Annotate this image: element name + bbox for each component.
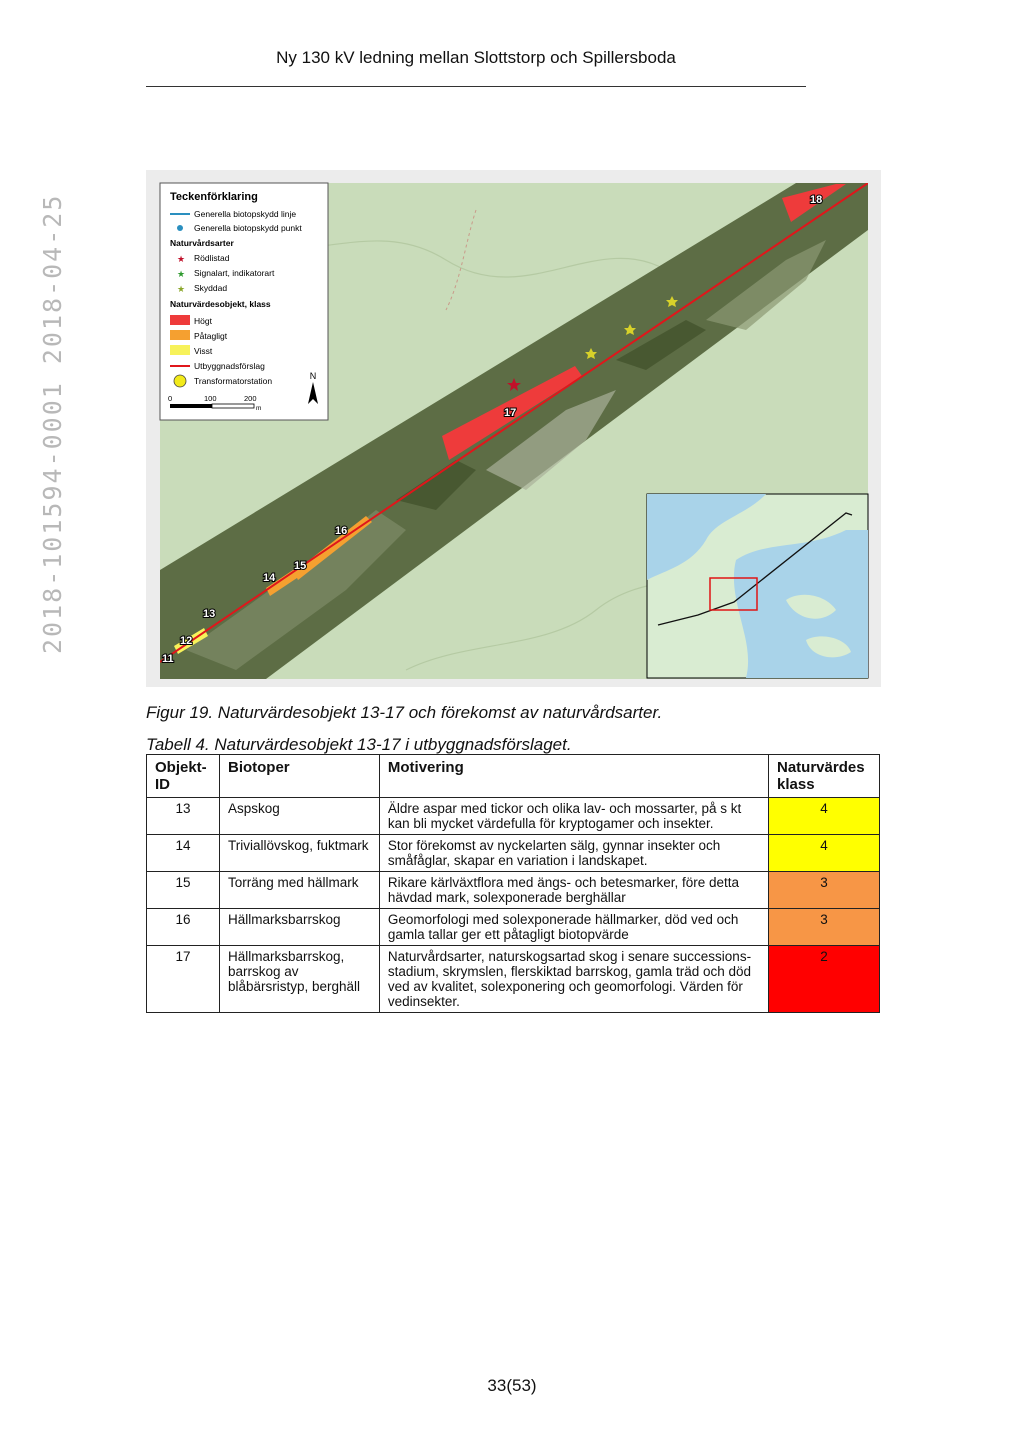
map-label-18: 18 (810, 194, 823, 206)
table-row (147, 872, 880, 909)
legend-item-signalart: Signalart, indikatorart (194, 268, 275, 278)
map-figure (146, 170, 881, 687)
transformator-circle-icon (174, 375, 186, 387)
cell-objekt-id: 17 (147, 946, 220, 1013)
map-label-13: 13 (203, 608, 216, 620)
map-legend (160, 183, 328, 420)
scale-100: 100 (204, 394, 217, 403)
overview-inset-map (647, 494, 868, 678)
north-letter: N (309, 371, 317, 381)
legend-item-skyddad: Skyddad (194, 283, 228, 293)
legend-title: Teckenförklaring (170, 191, 258, 203)
table-row (147, 835, 880, 872)
scale-bar (170, 404, 212, 408)
legend-item-visst: Visst (194, 346, 213, 356)
map-label-11: 11 (162, 653, 174, 665)
table-header-row (147, 755, 880, 798)
naturvardesobjekt-table (146, 754, 880, 1013)
table-row (147, 946, 880, 1013)
side-stamp: 2018-101594-0001 2018-04-25 (38, 193, 67, 654)
legend-heading-arter: Naturvårdsarter (170, 238, 234, 248)
cell-biotoper: Torräng med hällmark (219, 872, 379, 909)
header-rule (146, 86, 806, 87)
cell-motivering: Naturvårdsarter, naturskogsartad skog i senare successions-stadium, skrymslen, flerskiktad barrskog, gamla träd och död ved av kvalitet, solexponering och geomorfologi. Värden för vedinsekter. (379, 946, 768, 1013)
figure-caption: Figur 19. Naturvärdesobjekt 13-17 och förekomst av naturvårdsarter. (146, 703, 663, 722)
skyddad-star-icon: ★ (177, 284, 186, 294)
cell-motivering: Rikare kärlväxtflora med ängs- och betesmarker, före detta hävdad mark, solexponerade berghällar (379, 872, 768, 909)
col-header-klass: Naturvärdes klass (769, 755, 880, 798)
page-number: 33(53) (487, 1376, 537, 1395)
cell-naturvardesklass: 4 (769, 798, 880, 835)
col-header-motivering: Motivering (379, 755, 768, 798)
legend-item-point: Generella biotopskydd punkt (194, 223, 302, 233)
cell-naturvardesklass: 3 (769, 872, 880, 909)
cell-objekt-id: 14 (147, 835, 220, 872)
table-row (147, 798, 880, 835)
map-svg (146, 170, 881, 687)
cell-motivering: Äldre aspar med tickor och olika lav- och mossarter, på s kt kan bli mycket värdefulla för kryptogamer och insekter. (379, 798, 768, 835)
cell-motivering: Geomorfologi med solexponerade hällmarker, död ved och gamla tallar ger ett påtagligt biotopvärde (379, 909, 768, 946)
map-label-15: 15 (294, 560, 307, 572)
col-header-biotoper: Biotoper (219, 755, 379, 798)
legend-item-patagligt: Påtagligt (194, 331, 228, 341)
cell-biotoper: Triviallövskog, fuktmark (219, 835, 379, 872)
page-header-title: Ny 130 kV ledning mellan Slottstorp och Spillersboda (276, 48, 676, 67)
legend-item-utbyggnad: Utbyggnadsförslag (194, 361, 265, 371)
legend-item-transformator: Transformatorstation (194, 376, 273, 386)
map-label-14: 14 (263, 572, 276, 584)
scale-unit: m (256, 405, 262, 412)
cell-naturvardesklass: 4 (769, 835, 880, 872)
legend-item-hogt: Högt (194, 316, 212, 326)
cell-objekt-id: 13 (147, 798, 220, 835)
map-label-17: 17 (504, 407, 517, 419)
cell-naturvardesklass: 3 (769, 909, 880, 946)
table-row (147, 909, 880, 946)
rodlistad-star-icon: ★ (177, 254, 186, 264)
map-label-16: 16 (335, 525, 348, 537)
cell-biotoper: Aspskog (219, 798, 379, 835)
legend-item-line: Generella biotopskydd linje (194, 209, 297, 219)
table-caption: Tabell 4. Naturvärdesobjekt 13-17 i utbyggnadsförslaget. (146, 735, 572, 754)
map-label-12: 12 (180, 635, 193, 647)
cell-biotoper: Hällmarksbarrskog (219, 909, 379, 946)
table-body (147, 798, 880, 1013)
cell-objekt-id: 15 (147, 872, 220, 909)
cell-biotoper: Hällmarksbarrskog, barrskog av blåbärsristyp, berghäll (219, 946, 379, 1013)
legend-item-rodlistad: Rödlistad (194, 253, 230, 263)
scale-0: 0 (168, 394, 173, 403)
scale-200: 200 (244, 394, 257, 403)
cell-objekt-id: 16 (147, 909, 220, 946)
cell-naturvardesklass: 2 (769, 946, 880, 1013)
legend-heading-klass: Naturvärdesobjekt, klass (170, 299, 271, 309)
col-header-id: Objekt-ID (147, 755, 220, 798)
cell-motivering: Stor förekomst av nyckelarten sälg, gynnar insekter och småfåglar, skapar en variation i landskapet. (379, 835, 768, 872)
signalart-star-icon: ★ (177, 269, 186, 279)
